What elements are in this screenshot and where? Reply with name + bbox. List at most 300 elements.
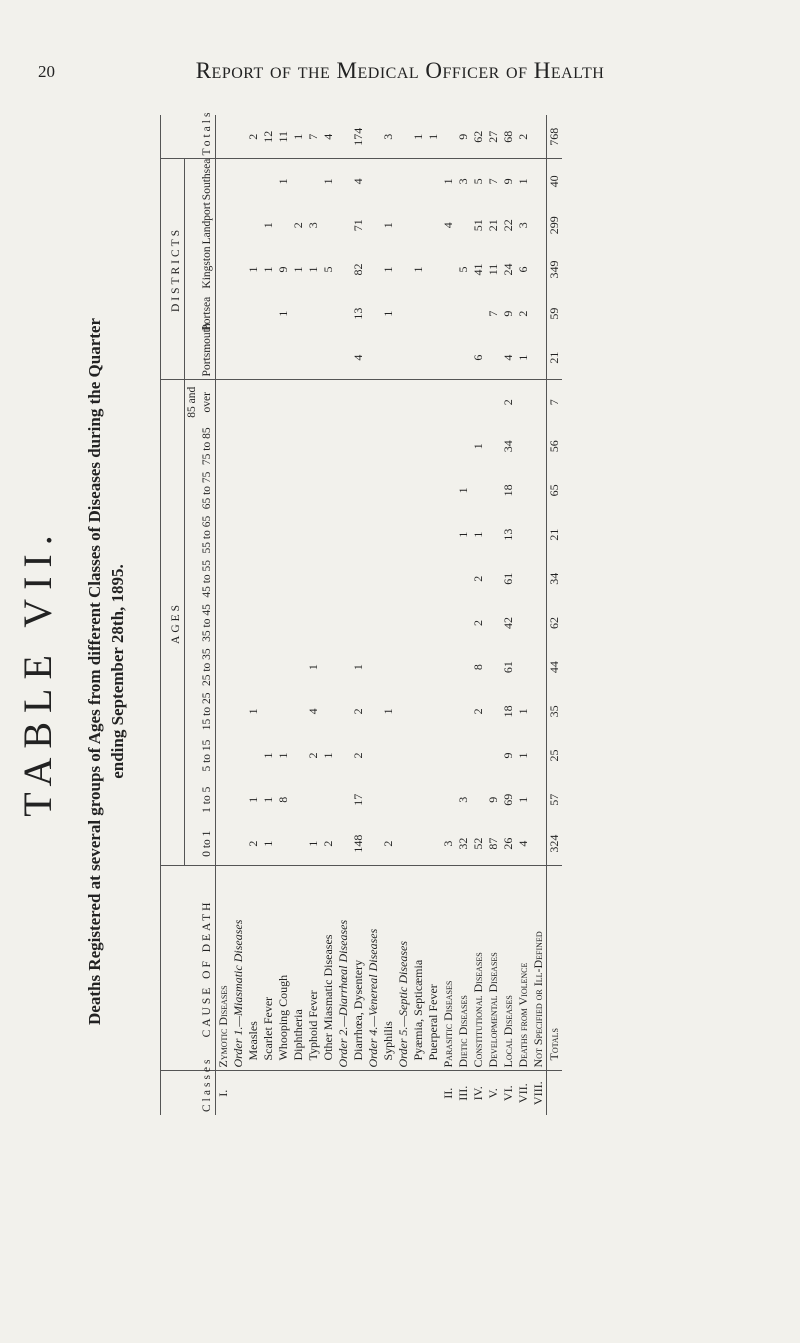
age-value — [441, 380, 456, 424]
age-value: 1 — [306, 664, 320, 671]
age-value — [411, 424, 426, 468]
age-value — [381, 733, 396, 777]
age-value — [321, 557, 336, 601]
district-value — [396, 247, 411, 291]
district-value — [411, 203, 426, 247]
district-value — [396, 292, 411, 336]
age-value — [381, 601, 396, 645]
class-cell — [261, 1071, 276, 1115]
age-value: 148 — [351, 834, 365, 853]
row-total: 2 — [246, 133, 260, 140]
row-total: 7 — [306, 133, 320, 140]
age-value — [486, 424, 501, 468]
district-value — [306, 159, 321, 203]
age-value: 2 — [471, 708, 485, 715]
table-row — [336, 115, 351, 1115]
age-value — [291, 778, 306, 822]
age-value — [411, 601, 426, 645]
district-value: 4 — [441, 222, 455, 229]
age-value — [231, 557, 246, 601]
row-total: 1 — [426, 133, 440, 140]
age-value — [231, 601, 246, 645]
age-col-header: 5 to 15 — [185, 733, 216, 777]
age-value: 34 — [501, 440, 515, 453]
district-value — [261, 336, 276, 380]
district-value — [531, 336, 547, 380]
age-total: 57 — [547, 778, 563, 822]
age-value: 2 — [471, 575, 485, 582]
row-total: 1 — [411, 133, 425, 140]
district-value: 1 — [441, 159, 456, 203]
age-value — [471, 733, 486, 777]
district-value — [246, 159, 261, 203]
age-value — [261, 689, 276, 733]
row-total: 62 — [471, 130, 485, 143]
district-value — [441, 247, 456, 291]
age-value: 1 — [276, 752, 290, 759]
age-total: 35 — [547, 689, 563, 733]
age-value — [396, 557, 411, 601]
table-row — [351, 115, 366, 1115]
district-value: 1 — [516, 159, 531, 203]
age-value — [321, 689, 336, 733]
age-value — [411, 822, 426, 866]
age-value — [261, 468, 276, 512]
district-value — [231, 247, 246, 291]
age-value — [516, 601, 531, 645]
district-value: 2 — [516, 310, 530, 317]
age-value — [396, 601, 411, 645]
age-value — [396, 468, 411, 512]
district-total: 299 — [547, 203, 563, 247]
district-value — [306, 292, 321, 336]
age-total: 44 — [547, 645, 563, 689]
age-value — [291, 557, 306, 601]
age-value: 8 — [471, 664, 485, 671]
age-value: 26 — [501, 837, 515, 850]
district-value: 1 — [306, 266, 320, 273]
age-value — [216, 380, 232, 424]
age-value — [276, 822, 291, 866]
age-value — [336, 645, 351, 689]
age-col-header: 65 to 75 — [185, 468, 216, 512]
district-col-header: Portsmouth — [185, 336, 216, 380]
age-value: 1 — [516, 752, 530, 759]
district-value — [216, 336, 232, 380]
age-value — [366, 557, 381, 601]
district-value: 5 — [321, 266, 335, 273]
age-value — [531, 822, 547, 866]
age-value — [396, 424, 411, 468]
age-value — [231, 513, 246, 557]
age-value — [291, 601, 306, 645]
age-value — [441, 513, 456, 557]
age-value — [276, 645, 291, 689]
class-cell: II. — [441, 1071, 456, 1115]
class-cell: VIII. — [531, 1071, 547, 1115]
table-title-line2: ending September 28th, 1895. — [108, 564, 127, 779]
age-value — [336, 557, 351, 601]
age-value: 1 — [351, 664, 365, 671]
row-total — [231, 115, 246, 159]
table-row — [411, 115, 426, 1115]
age-value — [216, 601, 232, 645]
age-value — [426, 822, 441, 866]
district-value — [366, 203, 381, 247]
district-value: 1 — [276, 159, 291, 203]
age-value — [426, 601, 441, 645]
row-total: 174 — [351, 127, 365, 146]
age-value: 17 — [351, 793, 365, 806]
age-value — [441, 778, 456, 822]
age-value — [336, 778, 351, 822]
age-value — [426, 513, 441, 557]
district-value: 82 — [351, 263, 365, 276]
table-row — [366, 115, 381, 1115]
age-value — [216, 468, 232, 512]
age-value — [291, 645, 306, 689]
cause-cell: Local Diseases — [501, 866, 516, 1071]
district-value: 1 — [381, 266, 395, 273]
age-value — [531, 733, 547, 777]
table-row — [261, 115, 276, 1115]
district-value — [336, 159, 351, 203]
age-value — [351, 513, 366, 557]
cause-cell: Pyæmia, Septicæmia — [411, 866, 426, 1071]
cause-cell: Typhoid Fever — [306, 866, 321, 1071]
age-value — [426, 778, 441, 822]
age-value — [396, 778, 411, 822]
age-value — [366, 733, 381, 777]
page-number: 20 — [38, 62, 55, 81]
district-value — [396, 159, 411, 203]
district-value: 22 — [501, 219, 515, 232]
age-value: 1 — [456, 487, 470, 494]
age-col-header: 45 to 55 — [185, 557, 216, 601]
age-value — [441, 733, 456, 777]
district-value — [321, 292, 336, 336]
age-value — [216, 733, 232, 777]
age-value — [231, 468, 246, 512]
age-value — [336, 424, 351, 468]
district-value: 7 — [486, 159, 501, 203]
age-value — [531, 601, 547, 645]
age-value — [366, 601, 381, 645]
running-title: Report of the Medical Officer of Health — [195, 58, 605, 83]
age-value — [531, 557, 547, 601]
totals-header: Totals — [161, 115, 216, 159]
district-value: 6 — [471, 354, 485, 361]
age-value — [516, 645, 531, 689]
age-value — [246, 645, 261, 689]
district-value: 1 — [261, 222, 275, 229]
age-value — [291, 513, 306, 557]
district-value: 1 — [276, 310, 290, 317]
district-value: 1 — [291, 266, 305, 273]
district-total: 349 — [547, 247, 563, 291]
district-value — [261, 292, 276, 336]
age-value: 8 — [276, 796, 290, 803]
age-value — [276, 601, 291, 645]
district-value: 4 — [501, 354, 515, 361]
age-value — [351, 380, 366, 424]
age-value — [321, 513, 336, 557]
age-value — [336, 601, 351, 645]
age-value: 1 — [516, 708, 530, 715]
age-value — [306, 513, 321, 557]
age-value — [366, 645, 381, 689]
age-value — [351, 601, 366, 645]
district-value — [456, 336, 471, 380]
district-value — [426, 247, 441, 291]
age-value — [426, 468, 441, 512]
age-value — [261, 557, 276, 601]
class-cell — [321, 1071, 336, 1115]
district-total: 40 — [547, 159, 563, 203]
cause-cell: Puerperal Fever — [426, 866, 441, 1071]
age-value: 4 — [306, 708, 320, 715]
age-value — [306, 601, 321, 645]
age-value — [306, 424, 321, 468]
age-value: 2 — [381, 840, 395, 847]
age-value: 1 — [246, 708, 260, 715]
district-value — [366, 159, 381, 203]
age-value — [246, 513, 261, 557]
age-value — [471, 468, 486, 512]
district-value: 13 — [351, 307, 365, 320]
class-cell: VII. — [516, 1071, 531, 1115]
age-value — [411, 778, 426, 822]
age-value — [396, 689, 411, 733]
age-value — [456, 601, 471, 645]
class-cell — [291, 1071, 306, 1115]
district-value — [246, 203, 261, 247]
cause-cell: Developmental Diseases — [486, 866, 501, 1071]
age-value — [486, 689, 501, 733]
district-value: 9 — [501, 310, 515, 317]
age-col-header: 55 to 65 — [185, 513, 216, 557]
table-row — [531, 115, 547, 1115]
cause-cell: Order 4.—Venereal Diseases — [366, 866, 381, 1071]
age-total: 25 — [547, 733, 563, 777]
age-value — [426, 733, 441, 777]
district-value: 7 — [486, 310, 500, 317]
district-value: 11 — [486, 263, 500, 276]
age-value: 2 — [471, 619, 485, 626]
age-value — [471, 778, 486, 822]
age-value: 3 — [456, 796, 470, 803]
district-total: 21 — [547, 336, 563, 380]
district-value — [246, 292, 261, 336]
district-value — [336, 247, 351, 291]
district-value — [531, 247, 547, 291]
age-total: 324 — [547, 822, 563, 866]
table-row — [456, 115, 471, 1115]
age-value: 1 — [471, 531, 485, 538]
age-value — [351, 557, 366, 601]
age-value — [441, 424, 456, 468]
cause-cell: Parasitic Diseases — [441, 866, 456, 1071]
age-value — [396, 645, 411, 689]
age-value — [456, 380, 471, 424]
district-value — [531, 203, 547, 247]
age-value — [411, 645, 426, 689]
age-value — [471, 380, 486, 424]
age-value — [411, 380, 426, 424]
age-value — [261, 513, 276, 557]
age-value — [426, 424, 441, 468]
district-value — [381, 336, 396, 380]
age-value — [321, 778, 336, 822]
age-value — [366, 689, 381, 733]
age-value: 1 — [456, 531, 470, 538]
table-label: TABLE VII. — [15, 526, 60, 817]
district-value — [291, 336, 306, 380]
age-value — [456, 733, 471, 777]
cause-cell: Order 1.—Miasmatic Diseases — [231, 866, 246, 1071]
age-value — [246, 468, 261, 512]
age-value — [231, 822, 246, 866]
age-value — [441, 645, 456, 689]
age-total: 65 — [547, 468, 563, 512]
age-value — [381, 778, 396, 822]
age-value — [216, 557, 232, 601]
cause-cell: Diphtheria — [291, 866, 306, 1071]
age-value: 1 — [321, 752, 335, 759]
district-value — [321, 336, 336, 380]
age-value — [291, 380, 306, 424]
age-col-header: 0 to 1 — [185, 822, 216, 866]
class-cell: IV. — [471, 1071, 486, 1115]
age-value — [231, 733, 246, 777]
age-value — [531, 513, 547, 557]
age-value: 18 — [501, 484, 515, 497]
district-value — [276, 336, 291, 380]
age-value — [231, 778, 246, 822]
district-value — [231, 159, 246, 203]
age-value — [306, 557, 321, 601]
district-value: 1 — [381, 222, 395, 229]
row-total — [336, 115, 351, 159]
age-col-header: 35 to 45 — [185, 601, 216, 645]
age-value — [381, 380, 396, 424]
age-total: 56 — [547, 424, 563, 468]
age-col-header: 15 to 25 — [185, 689, 216, 733]
cause-cell: Dietic Diseases — [456, 866, 471, 1071]
district-value: 1 — [261, 266, 275, 273]
age-value — [351, 468, 366, 512]
age-value — [486, 645, 501, 689]
age-value — [321, 645, 336, 689]
age-value — [261, 645, 276, 689]
class-cell — [426, 1071, 441, 1115]
age-value: 61 — [501, 661, 515, 674]
cause-cell: Not Specified or Ill-Defined — [531, 866, 547, 1071]
districts-header: DISTRICTS — [161, 159, 185, 380]
district-value — [231, 292, 246, 336]
class-cell — [396, 1071, 411, 1115]
table-row — [471, 115, 486, 1115]
district-value — [396, 203, 411, 247]
district-value — [261, 159, 276, 203]
class-cell: III. — [456, 1071, 471, 1115]
district-value — [291, 292, 306, 336]
age-value — [441, 689, 456, 733]
district-value: 5 — [456, 266, 470, 273]
age-value — [231, 689, 246, 733]
table-row — [396, 115, 411, 1115]
age-value — [366, 468, 381, 512]
age-value — [276, 468, 291, 512]
age-value: 2 — [501, 380, 516, 424]
age-value — [486, 601, 501, 645]
age-value — [531, 424, 547, 468]
district-value — [411, 159, 426, 203]
class-cell: I. — [216, 1071, 232, 1115]
district-value: 71 — [351, 219, 365, 232]
age-value — [441, 468, 456, 512]
age-value — [246, 733, 261, 777]
district-value — [321, 203, 336, 247]
cause-cell: Measles — [246, 866, 261, 1071]
table-row — [426, 115, 441, 1115]
district-value — [366, 336, 381, 380]
class-cell: V. — [486, 1071, 501, 1115]
cause-cell: Constitutional Diseases — [471, 866, 486, 1071]
district-value: 9 — [501, 159, 516, 203]
age-value: 2 — [351, 752, 365, 759]
district-value — [396, 336, 411, 380]
age-value: 32 — [456, 837, 470, 850]
age-value: 87 — [486, 837, 500, 850]
row-total — [366, 115, 381, 159]
age-value — [381, 557, 396, 601]
cause-header: CAUSE OF DEATH — [161, 866, 216, 1071]
age-value — [456, 689, 471, 733]
class-cell — [246, 1071, 261, 1115]
age-value — [336, 822, 351, 866]
age-value — [456, 645, 471, 689]
age-value — [531, 778, 547, 822]
class-cell: VI. — [501, 1071, 516, 1115]
age-value — [516, 424, 531, 468]
deaths-table — [160, 109, 562, 1115]
district-value — [306, 336, 321, 380]
district-col-header: Southsea — [185, 159, 216, 203]
age-value — [246, 380, 261, 424]
row-total: 2 — [516, 133, 530, 140]
table-row — [276, 115, 291, 1115]
age-value — [411, 689, 426, 733]
age-value — [366, 778, 381, 822]
age-value: 52 — [471, 837, 485, 850]
age-value — [231, 645, 246, 689]
age-total: 21 — [547, 513, 563, 557]
class-cell — [381, 1071, 396, 1115]
cause-cell: Deaths from Violence — [516, 866, 531, 1071]
age-value — [306, 778, 321, 822]
district-value — [456, 292, 471, 336]
table-row — [501, 115, 516, 1115]
age-value — [366, 822, 381, 866]
age-total: 62 — [547, 601, 563, 645]
row-total — [216, 115, 232, 159]
cause-cell: Whooping Cough — [276, 866, 291, 1071]
row-total: 68 — [501, 130, 515, 143]
district-value: 5 — [471, 159, 486, 203]
age-value — [411, 557, 426, 601]
district-value — [216, 247, 232, 291]
